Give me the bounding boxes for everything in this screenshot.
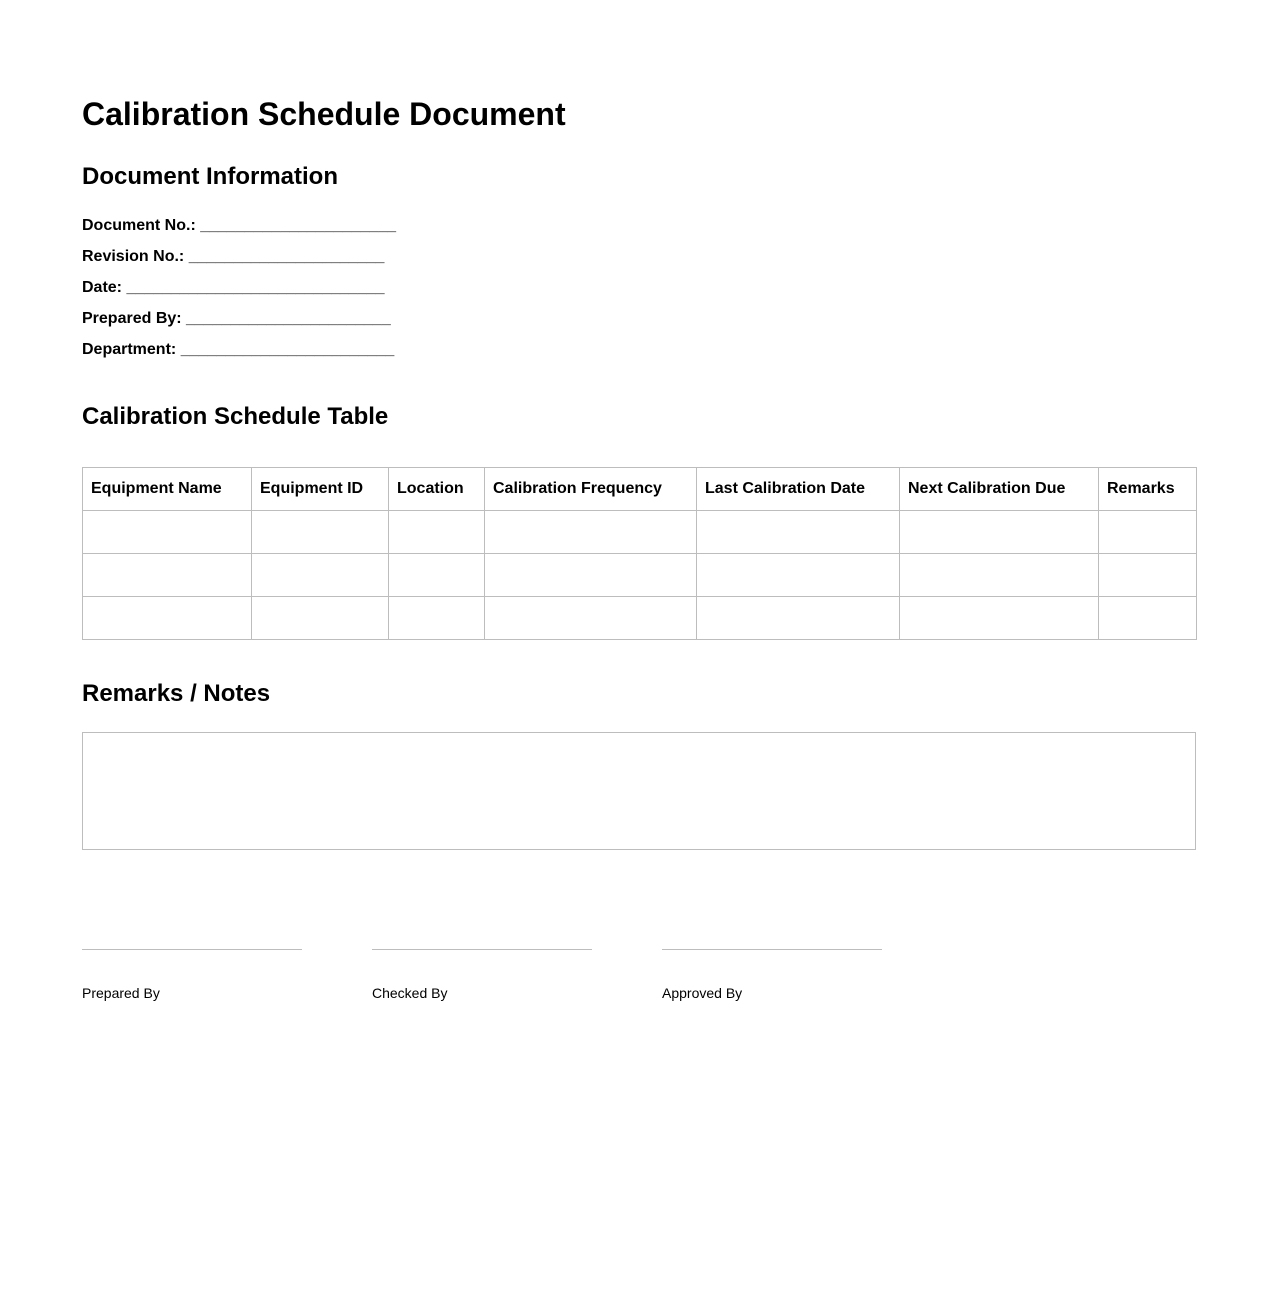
column-header-calibration-frequency: Calibration Frequency [485, 468, 697, 511]
column-header-next-calibration-due: Next Calibration Due [900, 468, 1099, 511]
table-cell[interactable] [1099, 554, 1197, 597]
signature-prepared-by [82, 949, 302, 1001]
table-cell[interactable] [485, 511, 697, 554]
fill-in-line[interactable]: _______________________ [186, 310, 391, 327]
signature-label: Checked By [372, 985, 448, 1001]
column-header-last-calibration-date: Last Calibration Date [697, 468, 900, 511]
info-section-heading: Document Information [82, 163, 338, 190]
table-row [83, 597, 1197, 640]
signature-line[interactable] [662, 949, 882, 950]
document-title: Calibration Schedule Document [82, 96, 566, 132]
signature-label: Prepared By [82, 985, 160, 1001]
column-header-equipment-id: Equipment ID [252, 468, 389, 511]
info-row-revision-no [82, 247, 396, 278]
info-row-department [82, 340, 396, 371]
column-header-location: Location [389, 468, 485, 511]
table-cell[interactable] [389, 511, 485, 554]
signature-label: Approved By [662, 985, 743, 1001]
fill-in-line[interactable]: ________________________ [180, 341, 395, 358]
info-label: Document No.: [82, 217, 196, 234]
table-cell[interactable] [485, 554, 697, 597]
info-label: Department: [82, 341, 177, 358]
table-row [83, 554, 1197, 597]
table-row [83, 511, 1197, 554]
notes-section-heading: Remarks / Notes [82, 680, 271, 707]
table-cell[interactable] [389, 597, 485, 640]
table-cell[interactable] [697, 597, 900, 640]
column-header-equipment-name: Equipment Name [83, 468, 252, 511]
signature-approved-by [662, 949, 882, 1001]
table-cell[interactable] [900, 597, 1099, 640]
fill-in-line[interactable]: ______________________ [200, 217, 396, 234]
info-row-date [82, 278, 396, 309]
table-cell[interactable] [697, 554, 900, 597]
table-cell[interactable] [252, 597, 389, 640]
info-label: Prepared By: [82, 310, 182, 327]
table-header-row [83, 468, 1197, 511]
table-cell[interactable] [1099, 597, 1197, 640]
calibration-schedule-table [82, 467, 1197, 640]
table-cell[interactable] [1099, 511, 1197, 554]
info-row-document-no [82, 216, 396, 247]
table-cell[interactable] [83, 597, 252, 640]
document-info-list [82, 216, 396, 371]
table-cell[interactable] [252, 554, 389, 597]
table-section-heading: Calibration Schedule Table [82, 403, 389, 430]
info-label: Revision No.: [82, 248, 185, 265]
table-cell[interactable] [83, 554, 252, 597]
column-header-remarks: Remarks [1099, 468, 1197, 511]
signature-checked-by [372, 949, 592, 1001]
info-row-prepared-by [82, 309, 396, 340]
remarks-notes-box[interactable] [82, 732, 1196, 850]
table-cell[interactable] [900, 554, 1099, 597]
table-cell[interactable] [83, 511, 252, 554]
table-cell[interactable] [485, 597, 697, 640]
info-label: Date: [82, 279, 123, 296]
fill-in-line[interactable]: _____________________________ [126, 279, 385, 296]
table-cell[interactable] [900, 511, 1099, 554]
table-cell[interactable] [389, 554, 485, 597]
fill-in-line[interactable]: ______________________ [188, 248, 385, 265]
signature-line[interactable] [82, 949, 302, 950]
table-cell[interactable] [252, 511, 389, 554]
table-cell[interactable] [697, 511, 900, 554]
signature-line[interactable] [372, 949, 592, 950]
